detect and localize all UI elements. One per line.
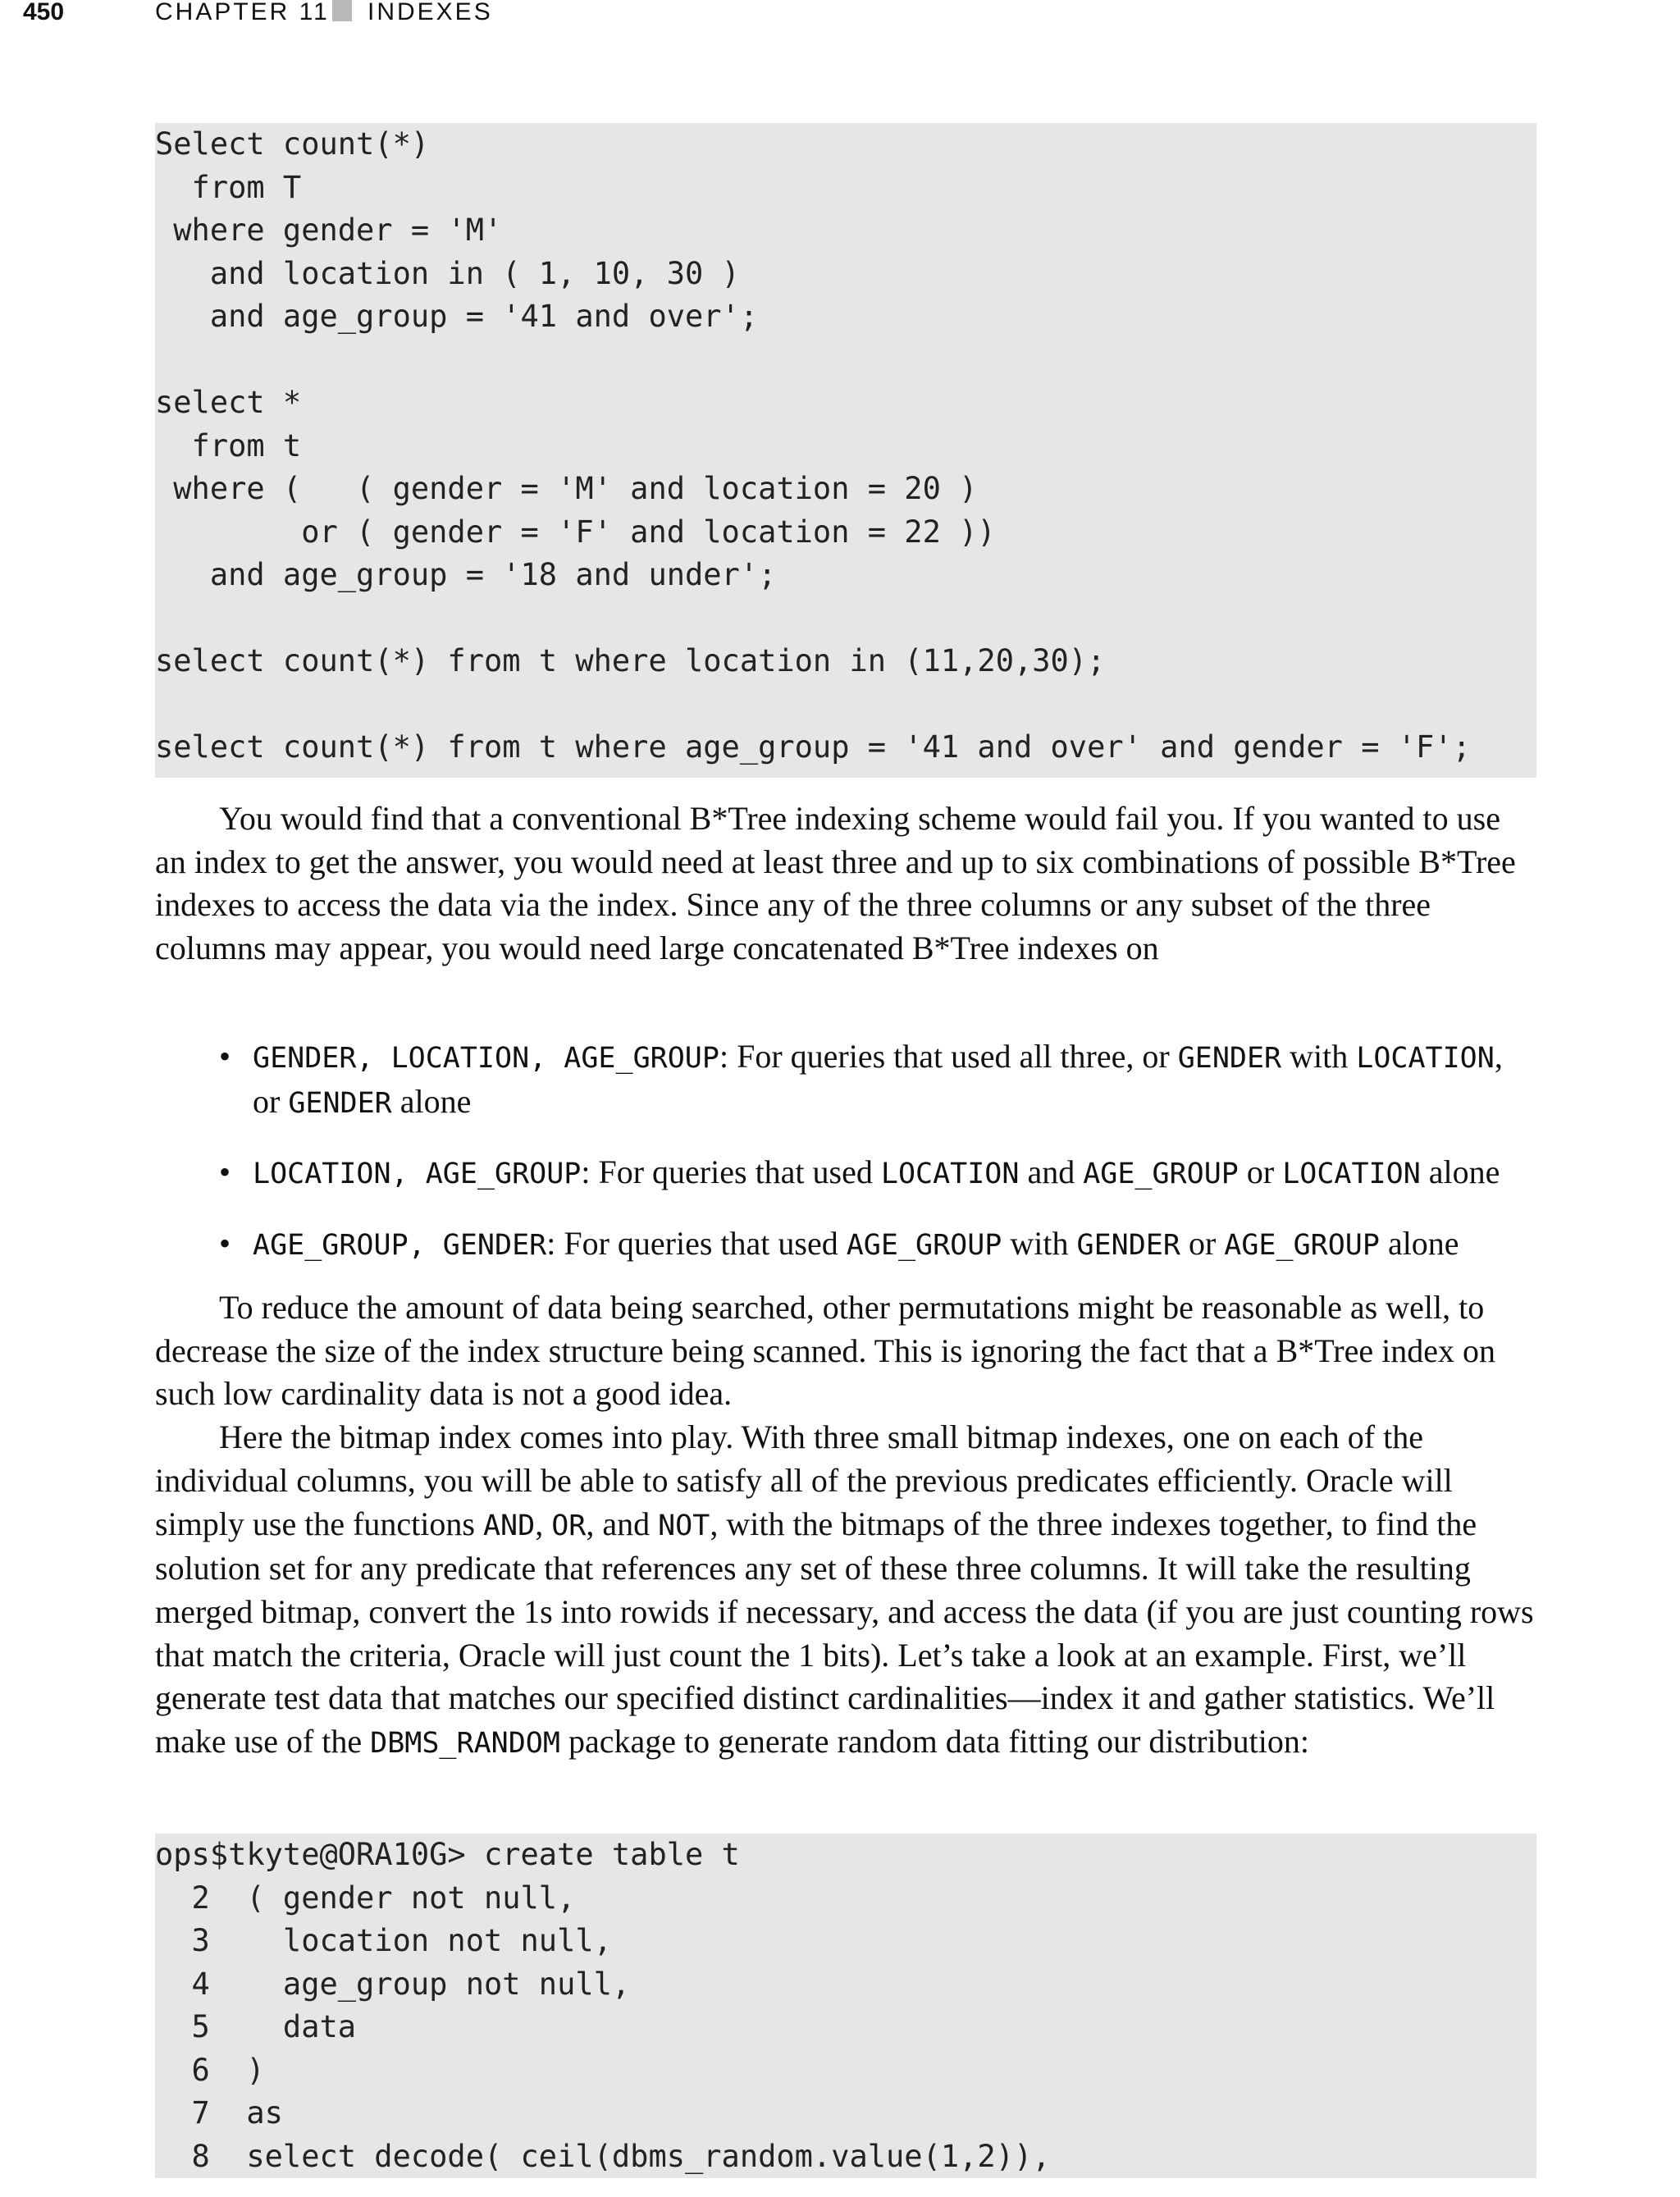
code-line: select count(*) from t where location in (11,20,30); xyxy=(155,643,1106,678)
code-line: select count(*) from t where age_group = '41 and over' and gender = 'F'; xyxy=(155,729,1471,765)
text-run: or xyxy=(1180,1225,1225,1263)
inline-code: NOT xyxy=(658,1509,710,1542)
paragraph-text xyxy=(155,1416,1536,1765)
bullet-glyph: • xyxy=(219,1038,231,1075)
text-run: or xyxy=(1238,1153,1283,1191)
section-title: INDEXES xyxy=(368,0,493,25)
chapter-label: CHAPTER 11 xyxy=(155,0,330,25)
inline-code: GENDER xyxy=(1177,1042,1282,1075)
text-run: with xyxy=(1002,1225,1077,1263)
code-line: from t xyxy=(155,427,302,464)
list-item xyxy=(155,1222,1536,1268)
code-line: select * xyxy=(155,385,302,420)
text-run: alone xyxy=(391,1082,472,1120)
text-run: , and xyxy=(586,1505,659,1542)
text-run: : For queries that used xyxy=(581,1153,881,1191)
bullet-glyph: • xyxy=(219,1225,231,1263)
inline-code: AGE_GROUP xyxy=(1224,1229,1380,1263)
code-line xyxy=(155,683,1536,727)
text-run: with xyxy=(1281,1038,1357,1075)
bullet-glyph: • xyxy=(219,1153,231,1191)
code-line: 6 ) xyxy=(155,2052,265,2088)
inline-code: AND xyxy=(482,1509,536,1542)
text-run: and xyxy=(1019,1153,1084,1191)
header-separator xyxy=(332,0,352,21)
text-run: , xyxy=(535,1505,552,1542)
code-line: 2 ( gender not null, xyxy=(155,1880,576,1916)
text-run: : For queries that used xyxy=(546,1225,847,1263)
code-line: 4 age_group not null, xyxy=(155,1966,631,2002)
paragraphs-bitmap-explanation xyxy=(155,1286,1536,1765)
index-combinations-list xyxy=(155,1035,1536,1294)
running-header xyxy=(0,0,1680,33)
code-line xyxy=(155,339,1536,382)
inline-code: LOCATION xyxy=(1356,1042,1495,1075)
inline-code: AGE_GROUP xyxy=(1083,1158,1239,1191)
inline-code: LOCATION xyxy=(1282,1158,1421,1191)
code-line: and age_group = '18 and under'; xyxy=(155,557,777,592)
code-line: 5 data xyxy=(155,2009,357,2044)
code-line: where gender = 'M' xyxy=(155,212,503,248)
text-run: Here the bitmap index comes into play. With three small bitmap indexes, one on each of the individual columns, you will be able to satisfy all of the previous predicates efficiently. Oracle will simply use the functions xyxy=(155,1418,1453,1542)
list-item xyxy=(155,1035,1536,1125)
inline-code: GENDER xyxy=(1076,1229,1180,1263)
code-line xyxy=(155,597,1536,641)
code-line: or ( gender = 'F' and location = 22 )) xyxy=(155,514,996,550)
code-line: from T xyxy=(155,169,302,205)
paragraph-btree-failure xyxy=(155,797,1536,971)
inline-code: DBMS_RANDOM xyxy=(370,1727,560,1761)
code-line: ops$tkyte@ORA10G> create table t xyxy=(155,1837,740,1872)
inline-code: LOCATION xyxy=(880,1158,1020,1191)
code-line: and age_group = '41 and over'; xyxy=(155,299,759,334)
text-run: , with the bitmaps of the three indexes together, to find the solution set for any predicate that references any set of these three columns. It will take the resulting merged bitmap, convert the 1s into rowids if necessary, and access the data (if you are just counting rows that match the criteria, Oracle will just count the 1 bits). Let’s take a look at an example. First, we’ll generate test data that matches our specified distinct cardinalities—index it and gather statistics. We’ll make use of the xyxy=(155,1505,1534,1761)
inline-code: AGE_GROUP xyxy=(846,1229,1002,1263)
code-block-queries xyxy=(155,123,1536,778)
text-run: : For queries that used all three, or xyxy=(719,1038,1178,1075)
inline-code: LOCATION, AGE_GROUP xyxy=(253,1158,582,1191)
text-run: , or xyxy=(253,1038,1503,1120)
code-line: 8 select decode( ceil(dbms_random.value(1,2)), xyxy=(155,2138,1051,2174)
paragraph-text: You would find that a conventional B*Tree indexing scheme would fail you. If you wanted to use an index to get the answer, you would need at least three and up to six combinations of possible B*Tree indexes to access the data via the index. Since any of the three columns or any subset of the three columns may appear, you would need large concatenated B*Tree indexes on xyxy=(155,800,1516,967)
inline-code: OR xyxy=(551,1509,587,1542)
code-block-create-table xyxy=(155,1834,1536,2178)
paragraph-text: To reduce the amount of data being searched, other permutations might be reasonable as well, to decrease the size of the index structure being scanned. This is ignoring the fact that a B*Tree index on such low cardinality data is not a good idea. xyxy=(155,1289,1495,1413)
code-line: and location in ( 1, 10, 30 ) xyxy=(155,255,740,291)
code-line: Select count(*) xyxy=(155,126,430,162)
text-run: alone xyxy=(1420,1153,1500,1191)
inline-code: AGE_GROUP, GENDER xyxy=(253,1229,547,1263)
page-number: 450 xyxy=(23,0,65,25)
list-item xyxy=(155,1151,1536,1196)
text-run: alone xyxy=(1379,1225,1459,1263)
inline-code: GENDER xyxy=(288,1086,392,1120)
code-line: where ( ( gender = 'M' and location = 20 ) xyxy=(155,471,978,506)
code-line: 3 location not null, xyxy=(155,1923,612,1958)
text-run: package to generate random data fitting our distribution: xyxy=(559,1723,1309,1761)
inline-code: GENDER, LOCATION, AGE_GROUP xyxy=(253,1042,719,1075)
code-line: 7 as xyxy=(155,2095,283,2131)
